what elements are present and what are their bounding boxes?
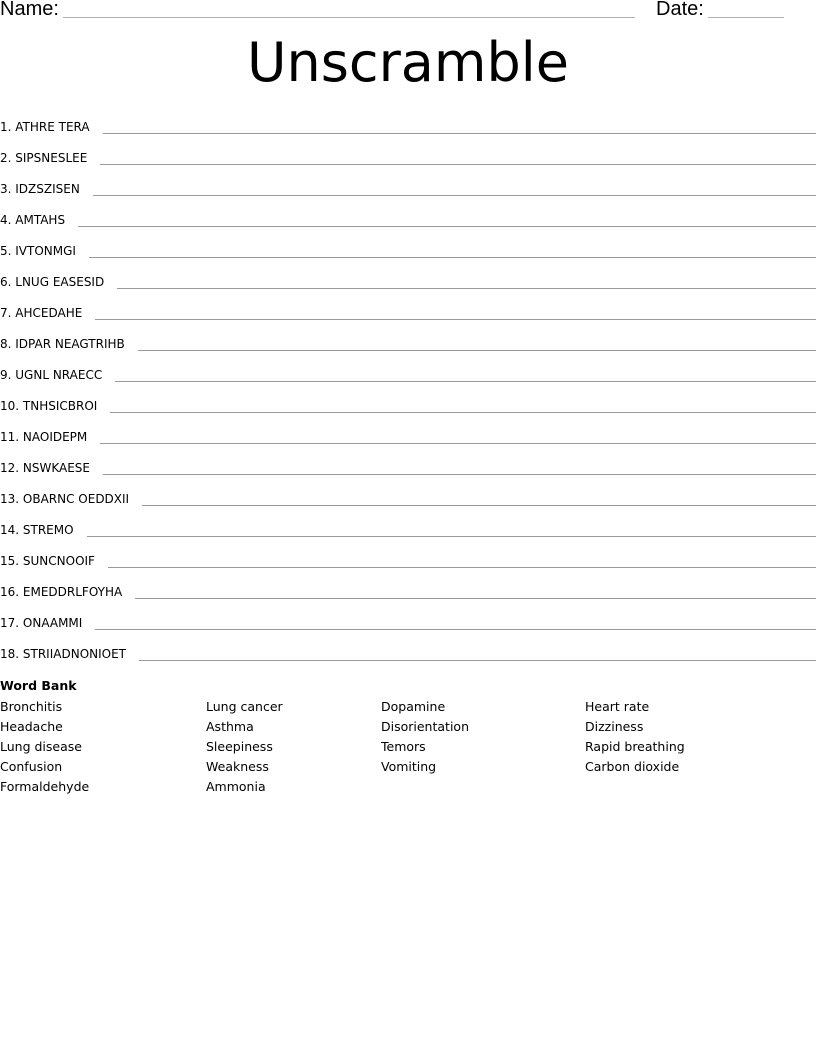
answer-line[interactable] <box>138 350 816 351</box>
answer-line[interactable] <box>103 474 816 475</box>
scrambled-word: 1. ATHRE TERA <box>0 120 90 134</box>
scrambled-word: 17. ONAAMMI <box>0 616 83 630</box>
answer-line[interactable] <box>108 567 816 568</box>
scrambled-word: 13. OBARNC OEDDXII <box>0 492 130 506</box>
scrambled-word: 10. TNHSICBROI <box>0 399 98 413</box>
question-row <box>0 545 816 576</box>
word-bank-item: Temors <box>381 739 426 754</box>
scrambled-word: 12. NSWKAESE <box>0 461 91 475</box>
scrambled-word: 7. AHCEDAHE <box>0 306 83 320</box>
word-bank-item: Formaldehyde <box>0 779 90 794</box>
answer-line[interactable] <box>100 164 816 165</box>
word-bank-item: Lung cancer <box>206 699 283 714</box>
question-list <box>0 111 816 669</box>
answer-line[interactable] <box>142 505 816 506</box>
word-bank-item: Vomiting <box>381 759 437 774</box>
scrambled-word: 2. SIPSNESLEE <box>0 151 88 165</box>
word-bank-item: Ammonia <box>206 779 266 794</box>
word-bank-item: Bronchitis <box>0 699 63 714</box>
scrambled-word: 3. IDZSZISEN <box>0 182 80 196</box>
question-row <box>0 297 816 328</box>
answer-line[interactable] <box>103 133 816 134</box>
answer-line[interactable] <box>87 536 816 537</box>
answer-line[interactable] <box>100 443 816 444</box>
question-row <box>0 328 816 359</box>
page-title: Unscramble <box>247 31 569 94</box>
date-field[interactable] <box>708 17 784 18</box>
question-row <box>0 483 816 514</box>
question-row <box>0 514 816 545</box>
scrambled-word: 6. LNUG EASESID <box>0 275 105 289</box>
scrambled-word: 11. NAOIDEPM <box>0 430 88 444</box>
question-row <box>0 452 816 483</box>
question-row <box>0 235 816 266</box>
question-row <box>0 266 816 297</box>
word-bank-item: Headache <box>0 719 63 734</box>
question-row <box>0 390 816 421</box>
word-bank <box>0 677 816 797</box>
scrambled-word: 14. STREMO <box>0 523 74 537</box>
question-row <box>0 111 816 142</box>
scrambled-word: 16. EMEDDRLFOYHA <box>0 585 123 599</box>
question-row <box>0 173 816 204</box>
word-bank-item: Dopamine <box>381 699 446 714</box>
scrambled-word: 4. AMTAHS <box>0 213 66 227</box>
answer-line[interactable] <box>89 257 816 258</box>
answer-line[interactable] <box>95 629 816 630</box>
word-bank-item: Asthma <box>206 719 254 734</box>
scrambled-word: 8. IDPAR NEAGTRIHB <box>0 337 125 351</box>
word-bank-item: Heart rate <box>585 699 650 714</box>
question-row <box>0 142 816 173</box>
word-bank-item: Rapid breathing <box>585 739 685 754</box>
date-label: Date: <box>656 0 704 20</box>
answer-line[interactable] <box>115 381 816 382</box>
answer-line[interactable] <box>110 412 816 413</box>
word-bank-grid <box>0 697 816 797</box>
word-bank-item: Disorientation <box>381 719 469 734</box>
scrambled-word: 18. STRIIADNONIOET <box>0 647 127 661</box>
answer-line[interactable] <box>95 319 816 320</box>
question-row <box>0 576 816 607</box>
answer-line[interactable] <box>78 226 816 227</box>
question-row <box>0 359 816 390</box>
question-row <box>0 421 816 452</box>
answer-line[interactable] <box>139 660 816 661</box>
answer-line[interactable] <box>93 195 816 196</box>
word-bank-title: Word Bank <box>0 678 77 693</box>
name-field[interactable] <box>63 17 635 18</box>
answer-line[interactable] <box>117 288 816 289</box>
question-row <box>0 607 816 638</box>
question-row <box>0 204 816 235</box>
word-bank-item: Confusion <box>0 759 63 774</box>
word-bank-item: Sleepiness <box>206 739 273 754</box>
word-bank-item: Weakness <box>206 759 269 774</box>
name-label: Name: <box>0 0 59 20</box>
header <box>0 0 816 24</box>
answer-line[interactable] <box>135 598 816 599</box>
scrambled-word: 15. SUNCNOOIF <box>0 554 95 568</box>
scrambled-word: 5. IVTONMGI <box>0 244 76 258</box>
scrambled-word: 9. UGNL NRAECC <box>0 368 103 382</box>
word-bank-item: Lung disease <box>0 739 82 754</box>
question-row <box>0 638 816 669</box>
word-bank-item: Carbon dioxide <box>585 759 680 774</box>
word-bank-item: Dizziness <box>585 719 644 734</box>
